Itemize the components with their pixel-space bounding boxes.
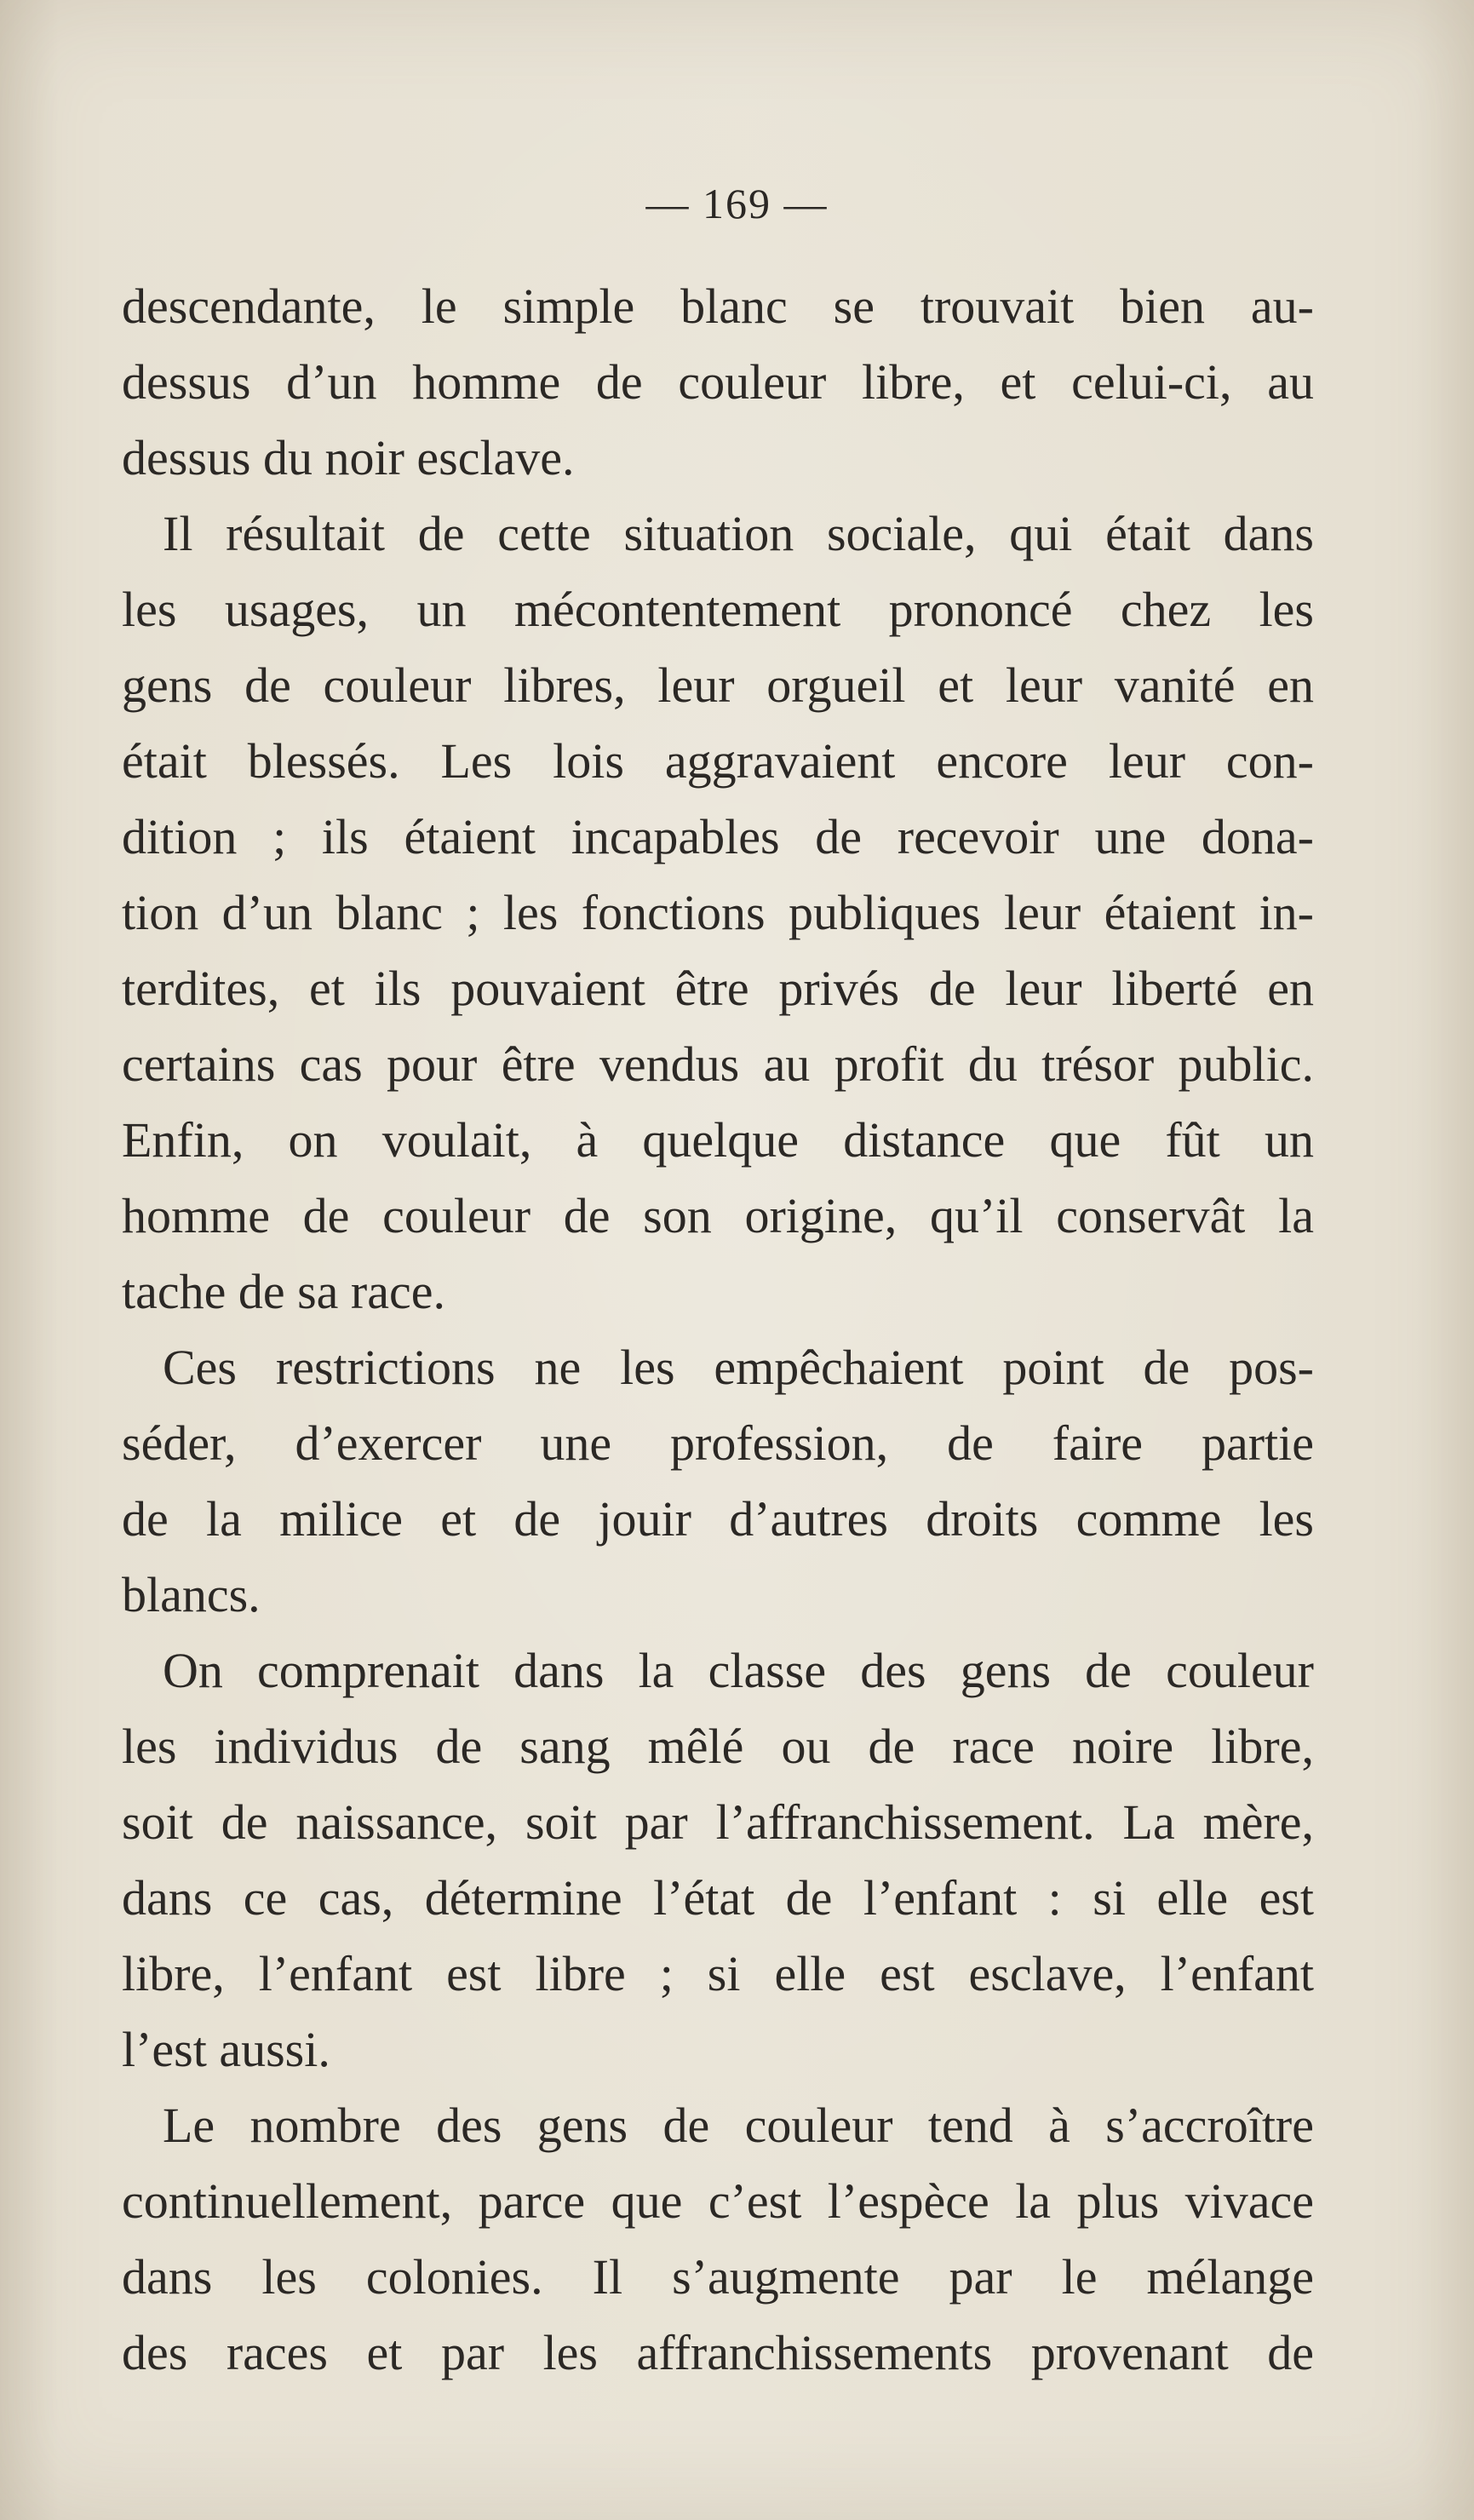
text-line: dans ce cas, détermine l’état de l’enfant : si elle est <box>122 1870 1314 1926</box>
text-line: les individus de sang mêlé ou de race noire libre, <box>122 1719 1314 1774</box>
text-line: dessus du noir esclave. <box>122 430 575 485</box>
text-line: blancs. <box>122 1567 261 1622</box>
text-line: l’est aussi. <box>122 2022 330 2077</box>
text-line: tache de sa race. <box>122 1264 445 1319</box>
text-line: descendante, le simple blanc se trouvait bien au- <box>122 278 1314 334</box>
text-line: libre, l’enfant est libre ; si elle est esclave, l’enfant <box>122 1946 1314 2001</box>
text-line: Ces restrictions ne les empêchaient point de pos- <box>163 1340 1314 1395</box>
text-line: de la milice et de jouir d’autres droits comme les <box>122 1491 1314 1547</box>
text-line: les usages, un mécontentement prononcé chez les <box>122 582 1314 637</box>
text-line: tion d’un blanc ; les fonctions publiques leur étaient in- <box>122 885 1314 940</box>
text-line: Il résultait de cette situation sociale, qui était dans <box>163 506 1314 561</box>
text-line: On comprenait dans la classe des gens de couleur <box>163 1643 1314 1698</box>
text-line: homme de couleur de son origine, qu’il conservât la <box>122 1188 1314 1243</box>
text-line: des races et par les affranchissements provenant de <box>122 2325 1314 2380</box>
text-line: certains cas pour être vendus au profit du trésor public. <box>122 1036 1314 1092</box>
text-line: Le nombre des gens de couleur tend à s’accroître <box>163 2098 1314 2153</box>
text-line: Enfin, on voulait, à quelque distance que fût un <box>122 1112 1314 1168</box>
text-line: dans les colonies. Il s’augmente par le mélange <box>122 2249 1314 2305</box>
text-line: soit de naissance, soit par l’affranchissement. La mère, <box>122 1794 1314 1850</box>
text-line: dition ; ils étaient incapables de recevoir une dona- <box>122 809 1314 864</box>
page-number: — 169 — <box>645 180 829 227</box>
text-line: dessus d’un homme de couleur libre, et celui-ci, au <box>122 354 1314 410</box>
text-line: continuellement, parce que c’est l’espèce la plus vivace <box>122 2173 1314 2229</box>
text-line: séder, d’exercer une profession, de faire partie <box>122 1415 1314 1471</box>
text-line: était blessés. Les lois aggravaient encore leur con- <box>122 733 1314 789</box>
body-text <box>122 268 1314 2391</box>
text-line: terdites, et ils pouvaient être privés de leur liberté en <box>122 961 1314 1016</box>
text-line: gens de couleur libres, leur orgueil et leur vanité en <box>122 657 1314 713</box>
